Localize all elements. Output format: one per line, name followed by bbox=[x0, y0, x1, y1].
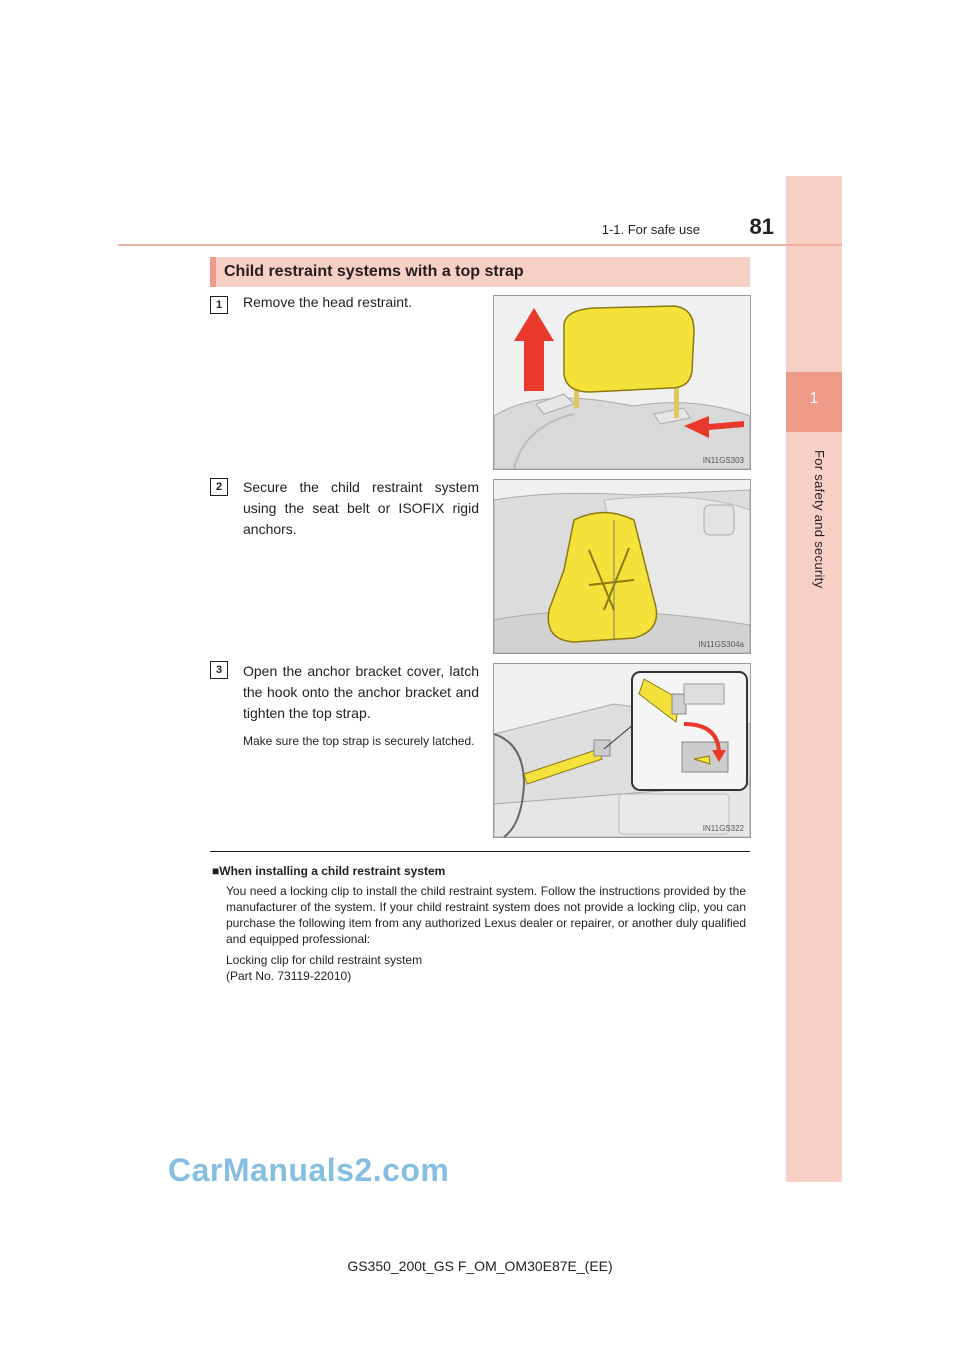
step-number-badge: 3 bbox=[210, 661, 228, 679]
part-name: Locking clip for child restraint system bbox=[226, 953, 423, 967]
step-3-text: Open the anchor bracket cover, latch the hook onto the anchor bracket and tighten the top strap. bbox=[243, 663, 479, 721]
section-heading: Child restraint systems with a top strap bbox=[224, 263, 524, 280]
step-number-badge: 2 bbox=[210, 478, 228, 496]
header-rule bbox=[118, 244, 842, 246]
step-2-text: Secure the child restraint system using the seat belt or ISOFIX rigid anchors. bbox=[243, 479, 479, 537]
step-number-badge: 1 bbox=[210, 296, 228, 314]
section-reference: 1-1. For safe use bbox=[601, 222, 700, 237]
note-heading: ■When installing a child restraint system bbox=[212, 864, 446, 878]
image-code: IN11GS304a bbox=[698, 640, 744, 649]
note-body: You need a locking clip to install the child restraint system. Follow the instructions provided by the manufacturer of the system. If your child restraint system does not provide a locking clip, you can purchase the following item from any authorized Lexus dealer or repairer, or another duly qualified and equipped professional: bbox=[226, 884, 746, 946]
image-code: IN11GS322 bbox=[702, 824, 744, 833]
side-tab-strip bbox=[786, 176, 842, 1182]
top-strap-anchor-illustration bbox=[493, 663, 751, 838]
section-divider bbox=[210, 851, 750, 852]
section-heading-stripe bbox=[210, 257, 216, 287]
page-number: 81 bbox=[749, 214, 774, 239]
footer-manual-code: GS350_200t_GS F_OM_OM30E87E_(EE) bbox=[347, 1258, 613, 1274]
headrest-removal-illustration bbox=[493, 295, 751, 470]
image-code: IN11GS303 bbox=[702, 456, 744, 465]
part-number: (Part No. 73119-22010) bbox=[226, 969, 352, 983]
watermark: CarManuals2.com bbox=[168, 1152, 450, 1188]
child-seat-install-illustration bbox=[493, 479, 751, 654]
note-part-info bbox=[226, 952, 626, 984]
chapter-title: For safety and security bbox=[812, 450, 827, 589]
step-1-text: Remove the head restraint. bbox=[243, 294, 412, 310]
chapter-number: 1 bbox=[809, 390, 819, 407]
step-3-note: Make sure the top strap is securely latched. bbox=[243, 734, 475, 748]
